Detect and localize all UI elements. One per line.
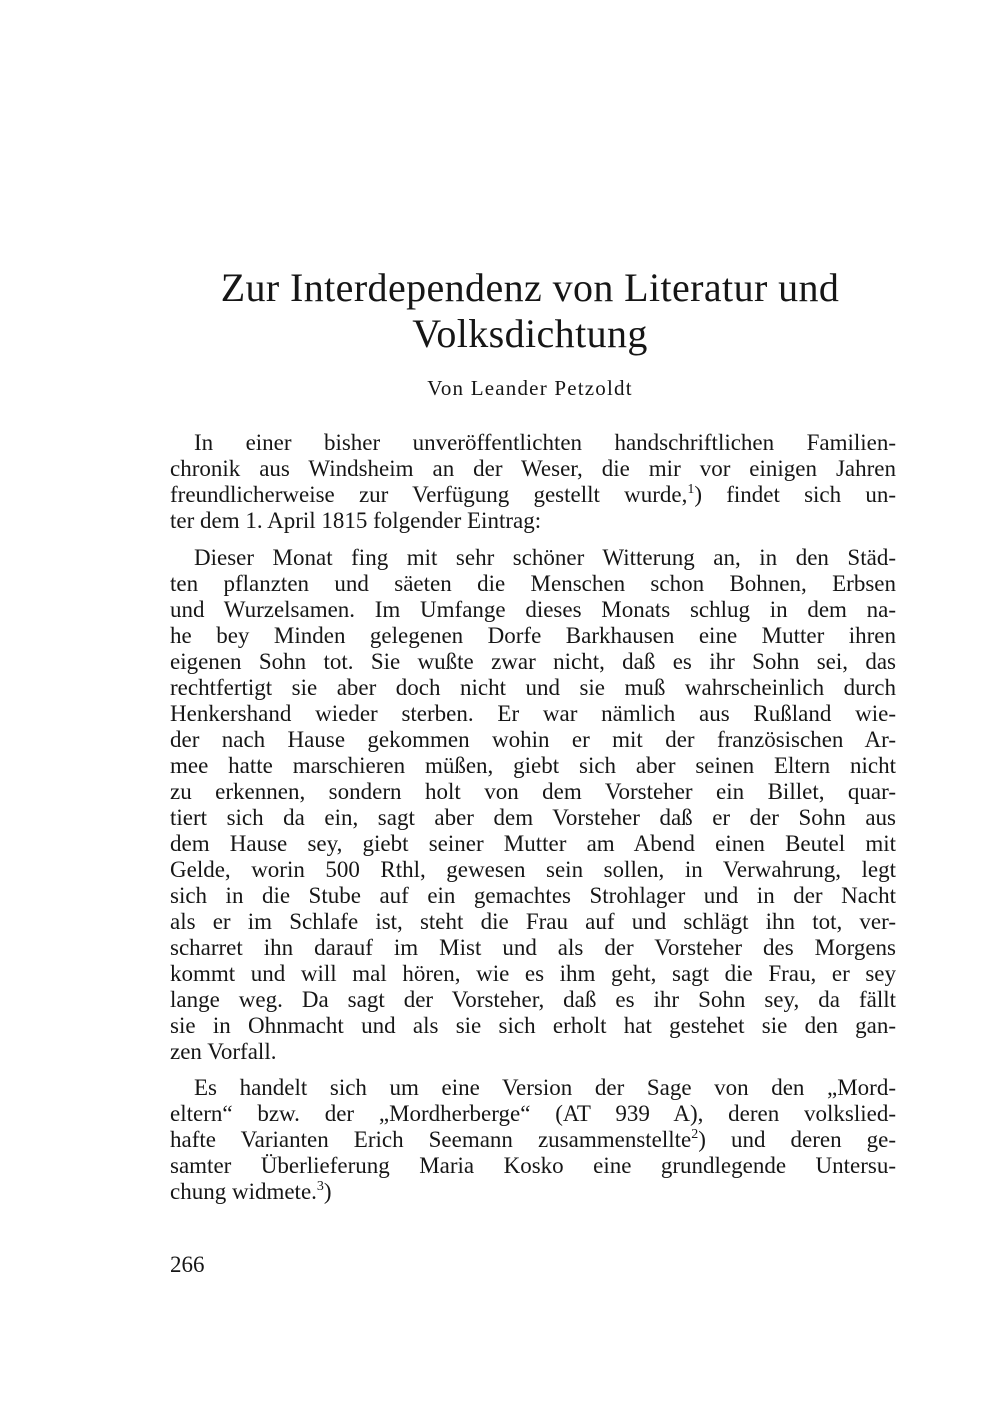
quote-line: scharret ihn darauf im Mist und als der Vorsteher des Morgens bbox=[170, 935, 896, 960]
paragraph-2-line bbox=[170, 1126, 896, 1153]
footnote-ref-2: 2 bbox=[691, 1127, 699, 1142]
quote-line: dem Hause sey, giebt seiner Mutter am Abend einen Beutel mit bbox=[170, 831, 896, 856]
quote-line: Henkershand wieder sterben. Er war nämlich aus Rußland wie- bbox=[170, 701, 896, 726]
quote-line: ten pflanzten und säeten die Menschen schon Bohnen, Erbsen bbox=[170, 571, 896, 596]
paragraph-1-line bbox=[170, 481, 896, 508]
paragraph-2-line: samter Überlieferung Maria Kosko eine grundlegende Untersu- bbox=[170, 1153, 896, 1178]
quote-line: als er im Schlafe ist, steht die Frau auf und schlägt ihn tot, ver- bbox=[170, 909, 896, 934]
quote-line: der nach Hause gekommen wohin er mit der französischen Ar- bbox=[170, 727, 896, 752]
footnote-ref-1: 1 bbox=[687, 482, 695, 497]
quote-line: Gelde, worin 500 Rthl, gewesen sein sollen, in Verwahrung, legt bbox=[170, 857, 896, 882]
quote-line: mee hatte marschieren müßen, giebt sich aber seinen Eltern nicht bbox=[170, 753, 896, 778]
quote-line: kommt und will mal hören, wie es ihm geht, sagt die Frau, er sey bbox=[170, 961, 896, 986]
paragraph-2-text: ) bbox=[323, 1179, 332, 1204]
paragraph-2-line bbox=[170, 1178, 896, 1205]
article-author: Von Leander Petzoldt bbox=[427, 376, 633, 400]
quote-line: rechtfertigt sie aber doch nicht und sie muß wahrscheinlich durch bbox=[170, 675, 896, 700]
paragraph-2-text: ) und deren ge- bbox=[698, 1127, 897, 1152]
paragraph-1-line: ter dem 1. April 1815 folgender Eintrag: bbox=[170, 508, 542, 533]
page-number: 266 bbox=[170, 1252, 205, 1277]
article-title-line-1: Zur Interdependenz von Literatur und bbox=[220, 265, 840, 310]
paragraph-2-line: Es handelt sich um eine Version der Sage von den „Mord- bbox=[194, 1075, 896, 1100]
quote-line: zu erkennen, sondern holt von dem Vorsteher ein Billet, quar- bbox=[170, 779, 896, 804]
paragraph-2-text: hafte Varianten Erich Seemann zusammenstellte bbox=[170, 1127, 692, 1152]
quote-line: he bey Minden gelegenen Dorfe Barkhausen eine Mutter ihren bbox=[170, 623, 896, 648]
paragraph-2-text: chung widmete. bbox=[170, 1179, 317, 1204]
paragraph-1-line: In einer bisher unveröffentlichten handschriftlichen Familien- bbox=[194, 430, 896, 455]
paragraph-2-line: eltern“ bzw. der „Mordherberge“ (AT 939 A), deren volkslied- bbox=[170, 1101, 896, 1126]
paragraph-1-line: chronik aus Windsheim an der Weser, die mir vor einigen Jahren bbox=[170, 456, 896, 481]
article-title-line-2: Volksdichtung bbox=[412, 311, 648, 356]
quote-line: sich in die Stube auf ein gemachtes Strohlager und in der Nacht bbox=[170, 883, 896, 908]
quote-line: zen Vorfall. bbox=[170, 1039, 277, 1064]
quote-line: und Wurzelsamen. Im Umfange dieses Monats schlug in dem na- bbox=[170, 597, 896, 622]
quote-line: lange weg. Da sagt der Vorsteher, daß es ihr Sohn sey, da fällt bbox=[170, 987, 896, 1012]
paragraph-1-text: freundlicherweise zur Verfügung gestellt wurde, bbox=[170, 482, 688, 507]
paragraph-1-text: ) findet sich un- bbox=[694, 482, 896, 507]
footnote-ref-3: 3 bbox=[316, 1179, 324, 1194]
quote-line: tiert sich da ein, sagt aber dem Vorsteher daß er der Sohn aus bbox=[170, 805, 896, 830]
quote-line: eigenen Sohn tot. Sie wußte zwar nicht, daß es ihr Sohn sei, das bbox=[170, 649, 896, 674]
quote-line: Dieser Monat fing mit sehr schöner Witterung an, in den Städ- bbox=[194, 545, 896, 570]
quote-line: sie in Ohnmacht und als sie sich erholt hat gestehet sie den gan- bbox=[170, 1013, 896, 1038]
